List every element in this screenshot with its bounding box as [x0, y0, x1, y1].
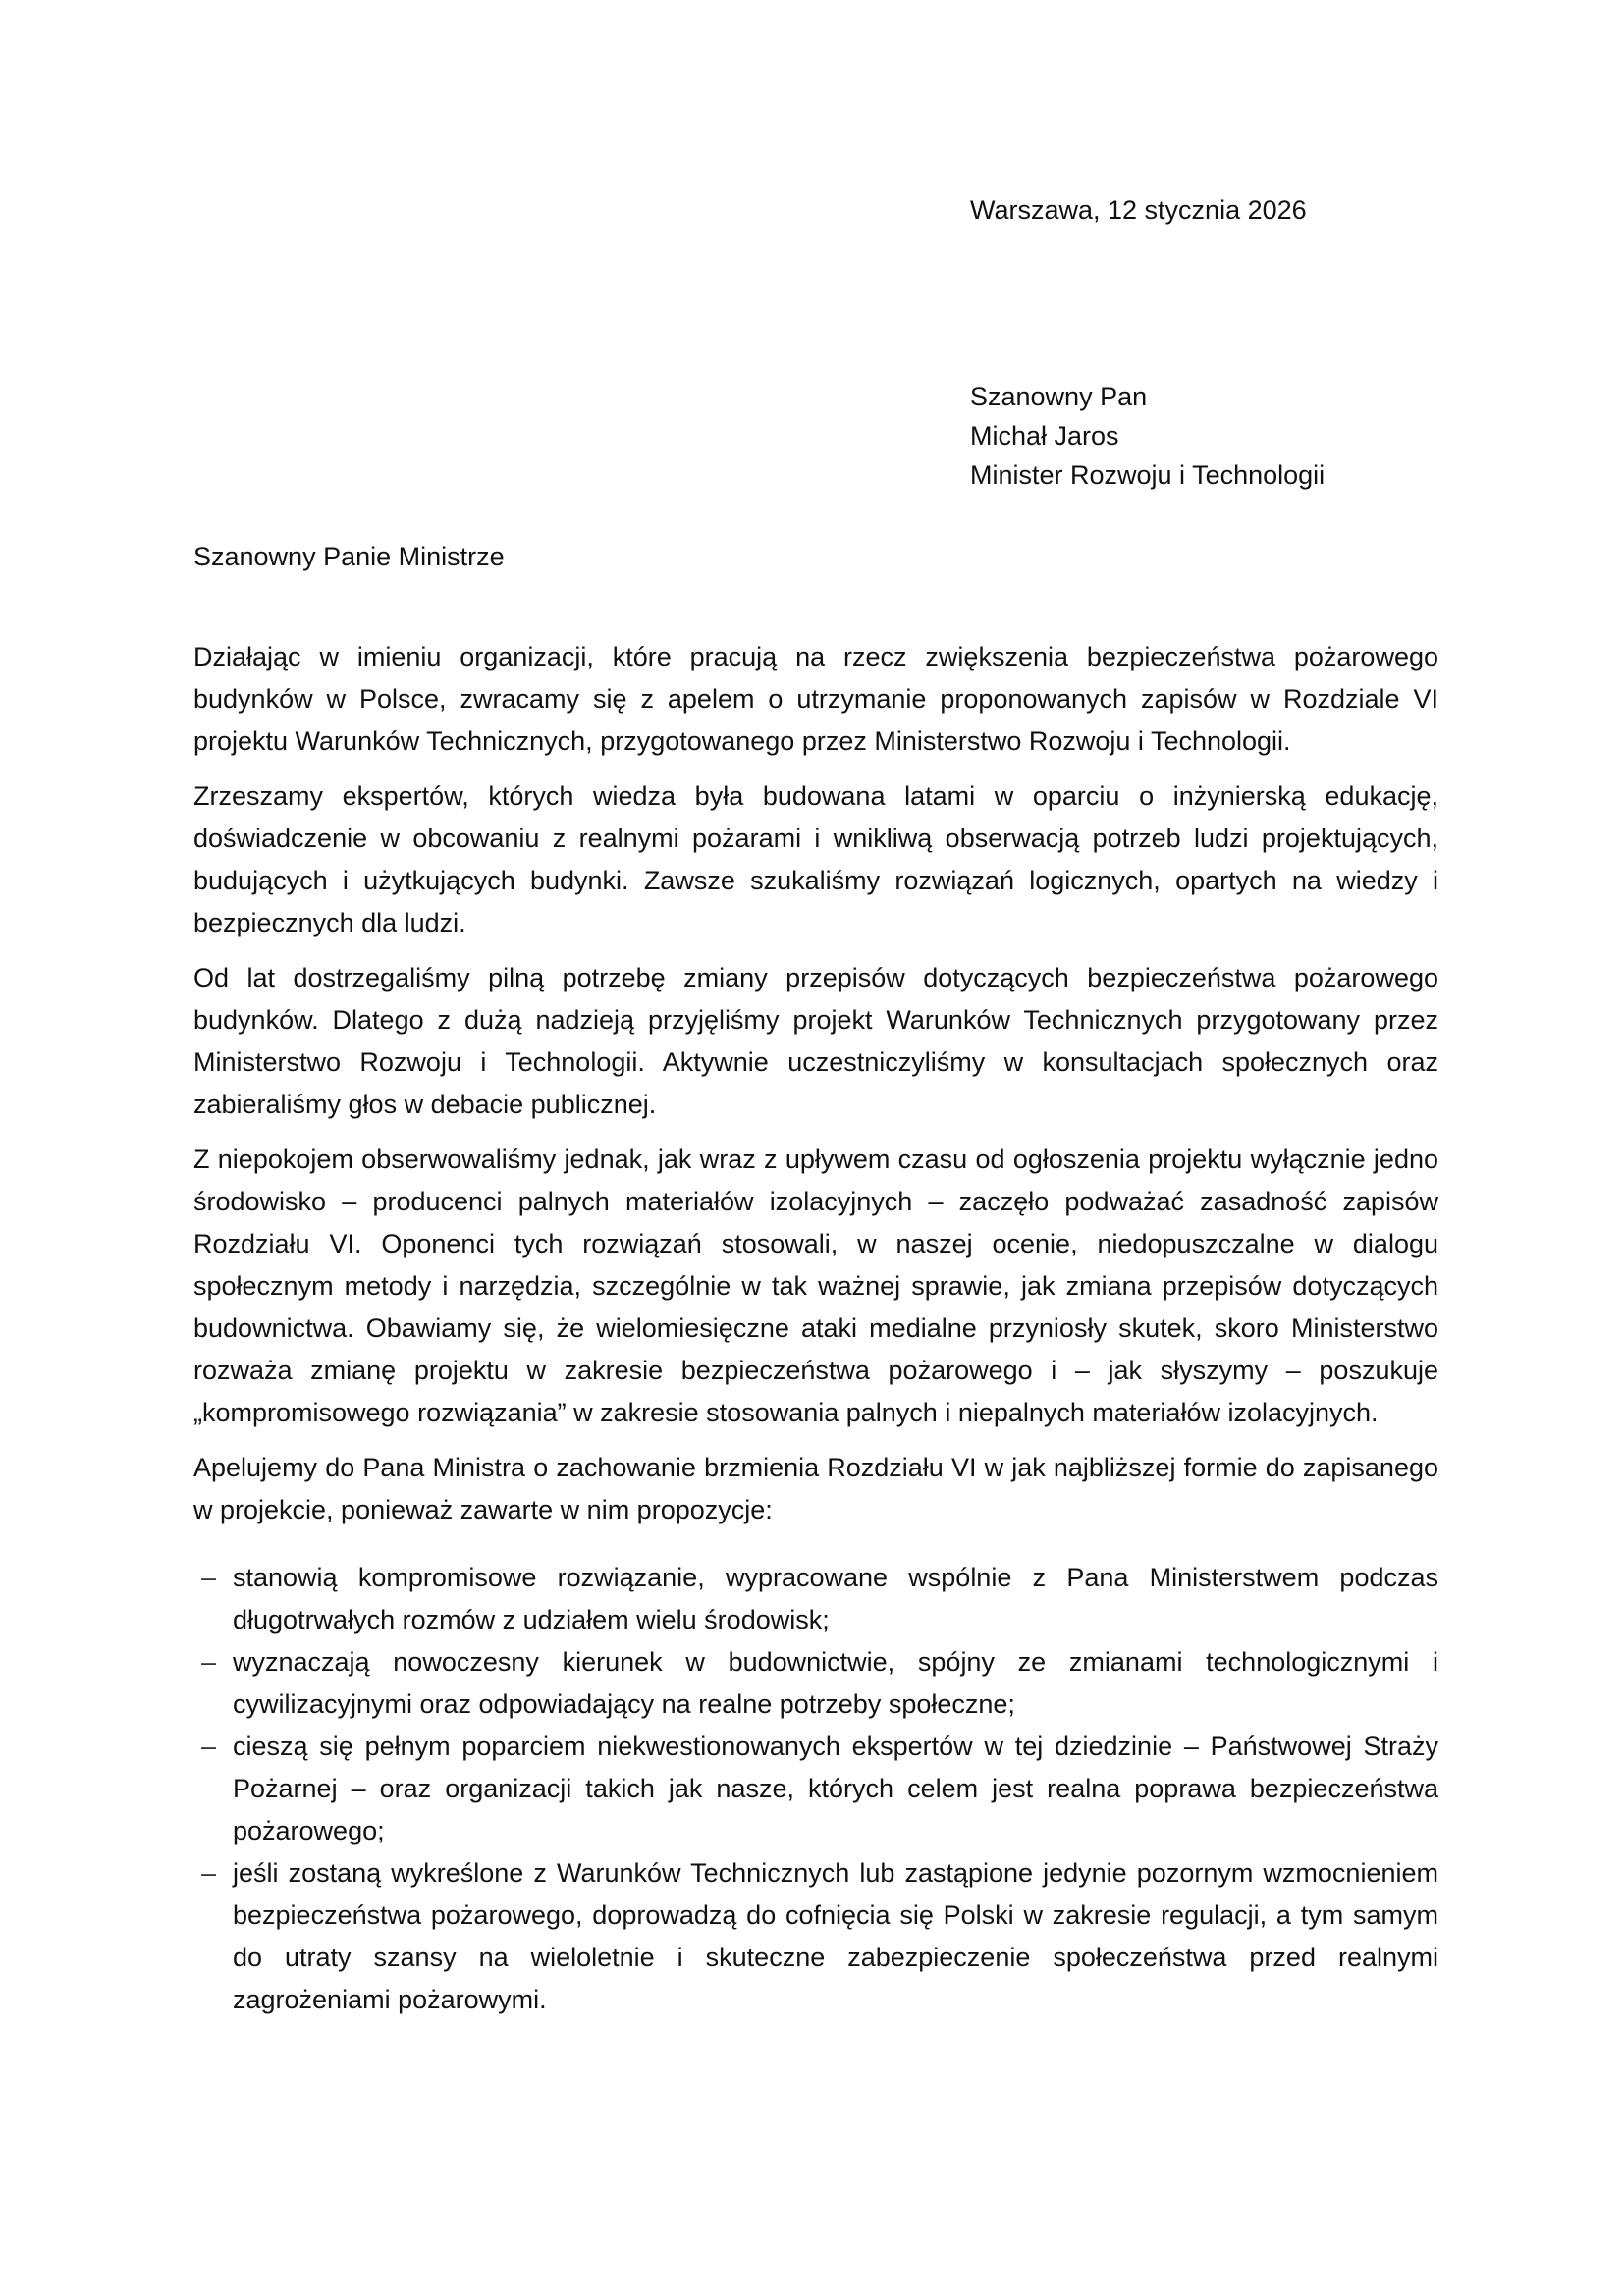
list-item — [193, 1557, 1438, 1641]
letter-date: Warszawa, 12 stycznia 2026 — [970, 195, 1307, 225]
list-item-text: wyznaczają nowoczesny kierunek w budownictwie, spójny ze zmianami technologicznymi i cywilizacyjnymi oraz odpowiadający na realne potrzeby społeczne; — [233, 1647, 1438, 1719]
list-item — [193, 1726, 1438, 1852]
list-item-text: cieszą się pełnym poparciem niekwestionowanych ekspertów w tej dziedzinie – Państwowej Straży Pożarnej – oraz organizacji takich jak nasze, których celem jest realna poprawa bezpieczeństwa pożarowego; — [233, 1732, 1438, 1845]
paragraph: Zrzeszamy ekspertów, których wiedza była budowana latami w oparciu o inżynierską edukację, doświadczenie w obcowaniu z realnymi pożarami i wnikliwą obserwacją potrzeb ludzi projektujących, budujących i użytkujących budynki. Zawsze szukaliśmy rozwiązań logicznych, opartych na wiedzy i bezpiecznych dla ludzi. — [193, 781, 1438, 937]
paragraph: Apelujemy do Pana Ministra o zachowanie brzmienia Rozdziału VI w jak najbliższej formie do zapisanego w projekcie, ponieważ zawarte w nim propozycje: — [193, 1453, 1438, 1524]
letter-body — [193, 636, 1438, 2021]
list-item-text: jeśli zostaną wykreślone z Warunków Technicznych lub zastąpione jedynie pozornym wzmocnieniem bezpieczeństwa pożarowego, doprowadzą do cofnięcia się Polski w zakresie regulacji, a tym samym do utraty szansy na wieloletnie i skuteczne zabezpieczenie społeczeństwa przed realnymi zagrożeniami pożarowymi. — [233, 1858, 1438, 2014]
list-item — [193, 1641, 1438, 1726]
salutation: Szanowny Panie Ministrze — [193, 542, 505, 571]
paragraph: Działając w imieniu organizacji, które pracują na rzecz zwiększenia bezpieczeństwa pożarowego budynków w Polsce, zwracamy się z apelem o utrzymanie proponowanych zapisów w Rozdziale VI projektu Warunków Technicznych, przygotowanego przez Ministerstwo Rozwoju i Technologii. — [193, 642, 1438, 756]
dash-bullet-icon: – — [201, 1647, 217, 1677]
dash-bullet-icon: – — [201, 1732, 217, 1761]
recipient-block — [970, 377, 1325, 495]
dash-bullet-icon: – — [201, 1563, 217, 1592]
proposals-list — [193, 1557, 1438, 2021]
recipient-salutation-line: Szanowny Pan — [970, 382, 1148, 411]
recipient-name: Michał Jaros — [970, 421, 1119, 451]
recipient-title: Minister Rozwoju i Technologii — [970, 460, 1326, 490]
paragraph: Z niepokojem obserwowaliśmy jednak, jak wraz z upływem czasu od ogłoszenia projektu wyłącznie jedno środowisko – producenci palnych materiałów izolacyjnych – zaczęło podważać zasadność zapisów Rozdziału VI. Oponenci tych rozwiązań stosowali, w naszej ocenie, niedopuszczalne w dialogu społecznym metody i narzędzia, szczególnie w tak ważnej sprawie, jak zmiana przepisów dotyczących budownictwa. Obawiamy się, że wielomiesięczne ataki medialne przyniosły skutek, skoro Ministerstwo rozważa zmianę projektu w zakresie bezpieczeństwa pożarowego i – jak słyszymy – poszukuje „kompromisowego rozwiązania” w zakresie stosowania palnych i niepalnych materiałów izolacyjnych. — [193, 1145, 1438, 1427]
paragraph: Od lat dostrzegaliśmy pilną potrzebę zmiany przepisów dotyczących bezpieczeństwa pożarowego budynków. Dlatego z dużą nadzieją przyjęliśmy projekt Warunków Technicznych przygotowany przez Ministerstwo Rozwoju i Technologii. Aktywnie uczestniczyliśmy w konsultacjach społecznych oraz zabieraliśmy głos w debacie publicznej. — [193, 963, 1438, 1119]
list-item-text: stanowią kompromisowe rozwiązanie, wypracowane wspólnie z Pana Ministerstwem podczas długotrwałych rozmów z udziałem wielu środowisk; — [233, 1563, 1438, 1634]
dash-bullet-icon: – — [201, 1858, 217, 1888]
list-item — [193, 1852, 1438, 2021]
